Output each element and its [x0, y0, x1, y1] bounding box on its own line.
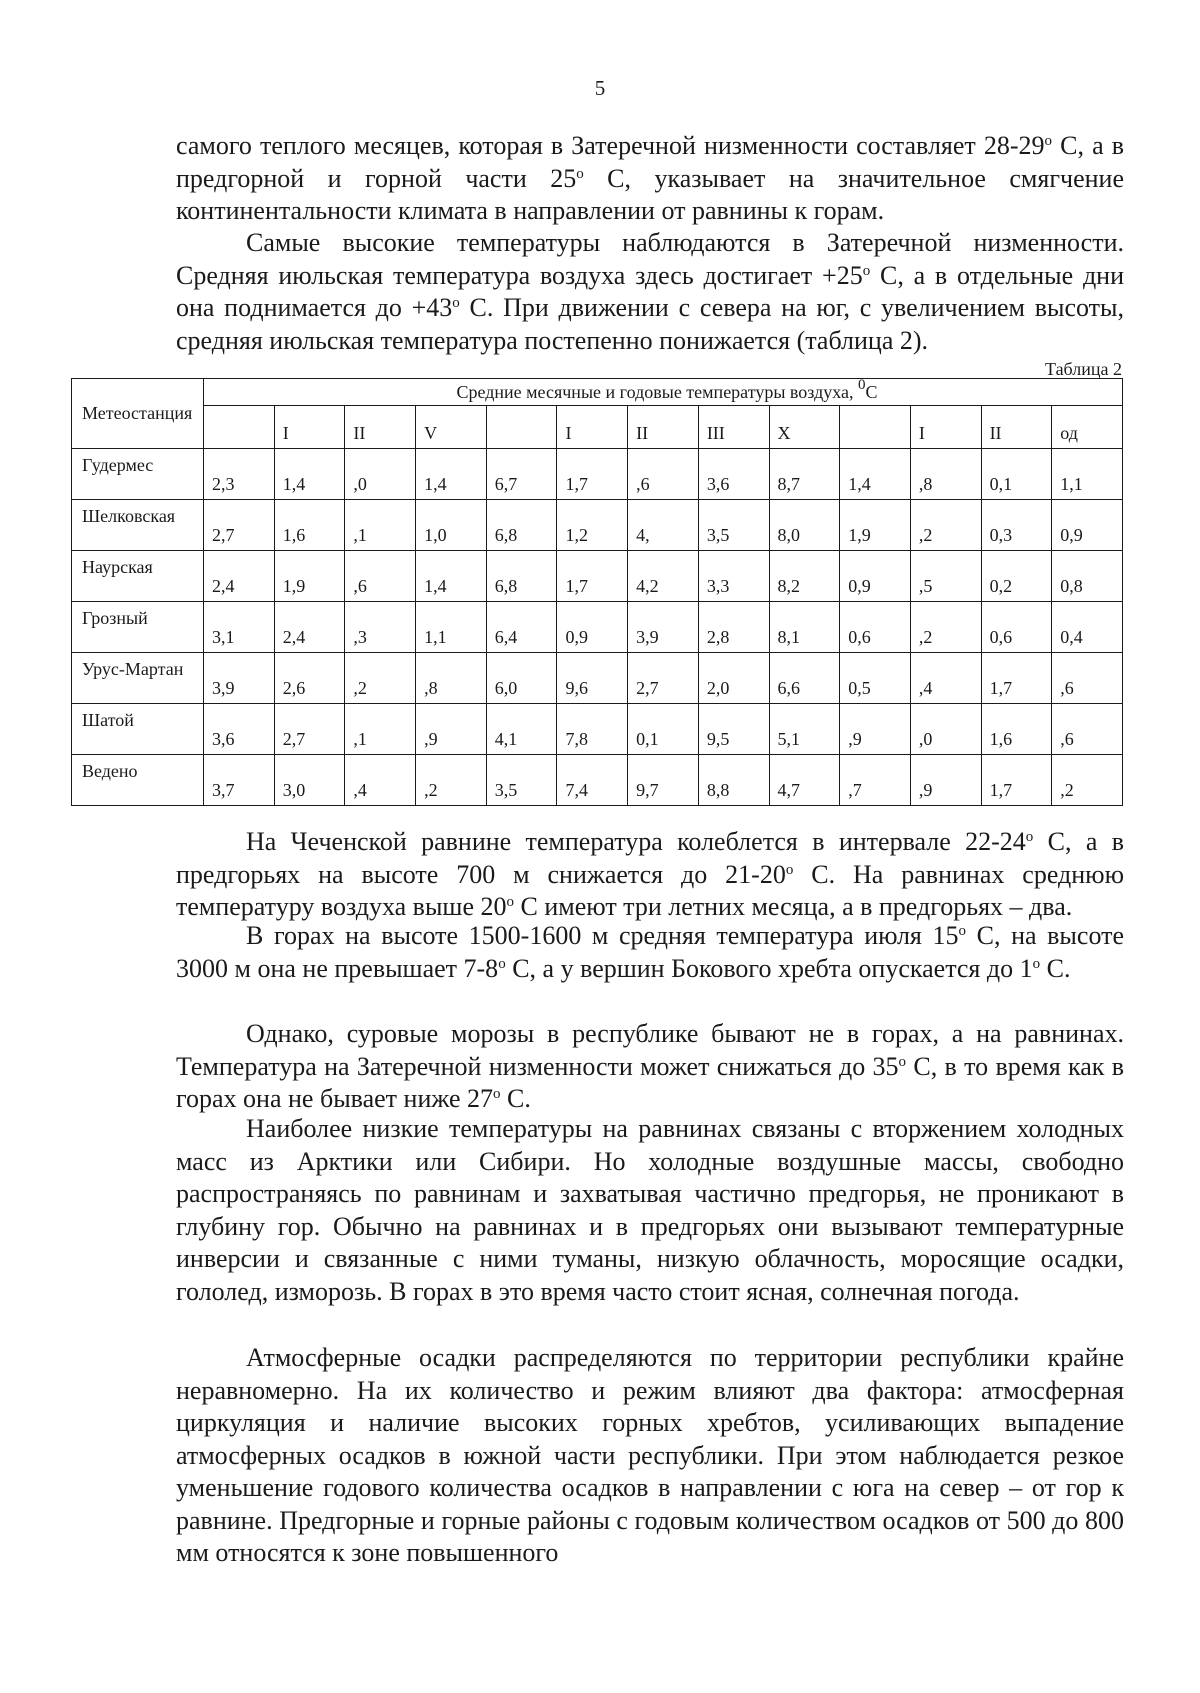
month-header: III [698, 406, 769, 449]
temperature-value: 0,6 [840, 602, 911, 653]
month-header: II [628, 406, 699, 449]
temperature-value: 6,6 [769, 653, 840, 704]
temperature-value: 7,4 [557, 755, 628, 806]
temperature-value: ,1 [345, 500, 416, 551]
temperature-value: 0,4 [1052, 602, 1123, 653]
station-name: Наурская [72, 551, 204, 602]
temperature-value: 8,7 [769, 449, 840, 500]
temperature-value: 3,9 [628, 602, 699, 653]
temperature-value: 9,5 [698, 704, 769, 755]
temperature-value: ,3 [345, 602, 416, 653]
temperature-value: 1,0 [416, 500, 487, 551]
temperature-value: 1,4 [274, 449, 345, 500]
temperature-value: 3,7 [204, 755, 275, 806]
temperature-value: 1,4 [840, 449, 911, 500]
temperature-value: 1,1 [1052, 449, 1123, 500]
group-header: Средние месячные и годовые температуры воздуха, $^0$С [204, 379, 1123, 406]
table-row [72, 551, 1123, 602]
station-name: Ведено [72, 755, 204, 806]
paragraph-1: самого теплого месяцев, которая в Затеречной низменности составляет $28-29^о$ С, а в предгорной и горной части $25^о$ С, указывает на значительное смягчение континентальности климата в направлении от равнины к горам. [176, 131, 1124, 225]
temperature-value: 3,3 [698, 551, 769, 602]
temperature-value: 0,9 [840, 551, 911, 602]
temperature-value: 7,8 [557, 704, 628, 755]
temperature-value: 3,6 [698, 449, 769, 500]
station-name: Шатой [72, 704, 204, 755]
temperature-value: ,2 [910, 500, 981, 551]
temperature-value: 0,1 [628, 704, 699, 755]
temperature-value: ,2 [1052, 755, 1123, 806]
temperature-value: 1,9 [274, 551, 345, 602]
temperature-value: 8,2 [769, 551, 840, 602]
temperature-value: 2,0 [698, 653, 769, 704]
temperature-value: 2,7 [274, 704, 345, 755]
temperature-value: 0,8 [1052, 551, 1123, 602]
temperature-value: 2,7 [628, 653, 699, 704]
station-name: Шелковская [72, 500, 204, 551]
month-header [204, 406, 275, 449]
temperature-value: 8,8 [698, 755, 769, 806]
temperature-value: 0,5 [840, 653, 911, 704]
table-row [72, 500, 1123, 551]
temperature-value: ,7 [840, 755, 911, 806]
station-name: Грозный [72, 602, 204, 653]
temperature-value: ,9 [416, 704, 487, 755]
table-row [72, 449, 1123, 500]
temperature-value: 0,9 [1052, 500, 1123, 551]
temperature-value: ,2 [910, 602, 981, 653]
temperature-value: 9,7 [628, 755, 699, 806]
month-header: I [557, 406, 628, 449]
temperature-value: ,6 [345, 551, 416, 602]
temperature-value: ,2 [416, 755, 487, 806]
temperature-value: 2,7 [204, 500, 275, 551]
temperature-value: 6,8 [486, 500, 557, 551]
temperature-value: 0,9 [557, 602, 628, 653]
temperature-value: ,4 [345, 755, 416, 806]
table-row [72, 755, 1123, 806]
month-header: од [1052, 406, 1123, 449]
month-header: II [345, 406, 416, 449]
temperature-value: ,6 [1052, 704, 1123, 755]
temperature-value: 3,6 [204, 704, 275, 755]
temperature-value: 5,1 [769, 704, 840, 755]
temperature-value: ,1 [345, 704, 416, 755]
temperature-value: ,6 [1052, 653, 1123, 704]
temperature-value: ,9 [840, 704, 911, 755]
temperature-value: 2,4 [204, 551, 275, 602]
temperature-value: 0,2 [981, 551, 1052, 602]
paragraph-5: Однако, суровые морозы в республике бывают не в горах, а на равнинах. Температура на Затеречной низменности может снижаться до $35^о$ С, в то время как в горах она не бывает ниже $27^о$ С. [176, 1019, 1124, 1113]
paragraph-3: На Чеченской равнине температура колеблется в интервале $22-24^о$ С, а в предгорьях на высоте 700 м снижается до $21-20^о$ С. На равнинах среднюю температуру воздуха выше $20^о$ С имеют три летних месяца, а в предгорьях – два. [176, 827, 1125, 921]
temperature-value: 8,0 [769, 500, 840, 551]
temperature-value: 3,9 [204, 653, 275, 704]
table-header-row [72, 379, 1123, 406]
temperature-value: 3,5 [486, 755, 557, 806]
temperature-value: ,4 [910, 653, 981, 704]
temperature-value: 1,6 [274, 500, 345, 551]
temperature-value: ,8 [416, 653, 487, 704]
month-header-row [72, 406, 1123, 449]
temperature-value: 4,2 [628, 551, 699, 602]
temperature-value: 1,7 [557, 551, 628, 602]
table-row [72, 602, 1123, 653]
temperature-value: ,9 [910, 755, 981, 806]
temperature-value: 3,0 [274, 755, 345, 806]
table-row [72, 704, 1123, 755]
month-header: I [910, 406, 981, 449]
month-header: II [981, 406, 1052, 449]
temperature-value: 1,7 [981, 653, 1052, 704]
temperature-value: 6,8 [486, 551, 557, 602]
temperature-value: 9,6 [557, 653, 628, 704]
temperature-value: 1,2 [557, 500, 628, 551]
temperature-value: ,6 [628, 449, 699, 500]
paragraph-6: Наиболее низкие температуры на равнинах связаны с вторжением холодных масс из Арктики или Сибири. Но холодные воздушные массы, свободно распространяясь по равнинам и захватывая частично предгорья, не проникают в глубину гор. Обычно на равнинах и в предгорьях они вызывают температурные инверсии и связанные с ними туманы, низкую облачность, моросящие осадки, гололед, изморозь. В горах в это время часто стоит ясная, солнечная погода. [176, 1114, 1124, 1306]
temperature-value: 0,1 [981, 449, 1052, 500]
station-column-header: Метеостанция [72, 379, 204, 449]
temperature-value: 1,4 [416, 551, 487, 602]
month-header [840, 406, 911, 449]
station-name: Урус-Мартан [72, 653, 204, 704]
paragraph-7: Атмосферные осадки распределяются по территории республики крайне неравномерно. На их количество и режим влияют два фактора: атмосферная циркуляция и наличие высоких горных хребтов, усиливающих выпадение атмосферных осадков в южной части республики. При этом наблюдается резкое уменьшение годового количества осадков в направлении с юга на север – от гор к равнине. Предгорные и горные районы с годовым количеством осадков от 500 до 800 мм относятся к зоне повышенного [176, 1343, 1124, 1567]
paragraph-4: В горах на высоте 1500-1600 м средняя температура июля $15^о$ С, на высоте 3000 м она не превышает $7-8^о$ С, а у вершин Бокового хребта опускается до $1^о$ С. [176, 921, 1125, 983]
temperature-value: 4, [628, 500, 699, 551]
month-header: X [769, 406, 840, 449]
temperature-value: 6,4 [486, 602, 557, 653]
temperature-value: 2,6 [274, 653, 345, 704]
table-caption: Таблица 2 [1045, 359, 1122, 379]
temperature-value: 1,7 [981, 755, 1052, 806]
station-name: Гудермес [72, 449, 204, 500]
temperature-value: ,0 [345, 449, 416, 500]
temperature-value: 1,1 [416, 602, 487, 653]
temperature-value: 8,1 [769, 602, 840, 653]
temperature-value: 1,7 [557, 449, 628, 500]
temperature-value: 4,7 [769, 755, 840, 806]
temperature-value: 6,7 [486, 449, 557, 500]
month-header [486, 406, 557, 449]
temperature-value: 4,1 [486, 704, 557, 755]
temperature-value: 3,5 [698, 500, 769, 551]
temperature-value: 2,3 [204, 449, 275, 500]
temperature-value: 3,1 [204, 602, 275, 653]
table-body [72, 449, 1123, 806]
temperature-value: 1,4 [416, 449, 487, 500]
temperature-value: 0,6 [981, 602, 1052, 653]
temperature-value: 2,4 [274, 602, 345, 653]
page-number: 5 [594, 76, 606, 100]
table-row [72, 653, 1123, 704]
temperature-value: 6,0 [486, 653, 557, 704]
temperature-value: 2,8 [698, 602, 769, 653]
paragraph-2: Самые высокие температуры наблюдаются в Затеречной низменности. Средняя июльская температура воздуха здесь достигает $+25^о$ С, а в отдельные дни она поднимается до $+43^о$ С. При движении с севера на юг, с увеличением высоты, средняя июльская температура постепенно понижается (таблица 2). [176, 228, 1124, 355]
temperature-value: ,8 [910, 449, 981, 500]
month-header: I [274, 406, 345, 449]
temperature-value: ,2 [345, 653, 416, 704]
month-header: V [416, 406, 487, 449]
temperature-value: 0,3 [981, 500, 1052, 551]
temperature-value: 1,6 [981, 704, 1052, 755]
temperature-value: ,0 [910, 704, 981, 755]
temperature-table [71, 378, 1123, 806]
temperature-value: 1,9 [840, 500, 911, 551]
temperature-value: ,5 [910, 551, 981, 602]
